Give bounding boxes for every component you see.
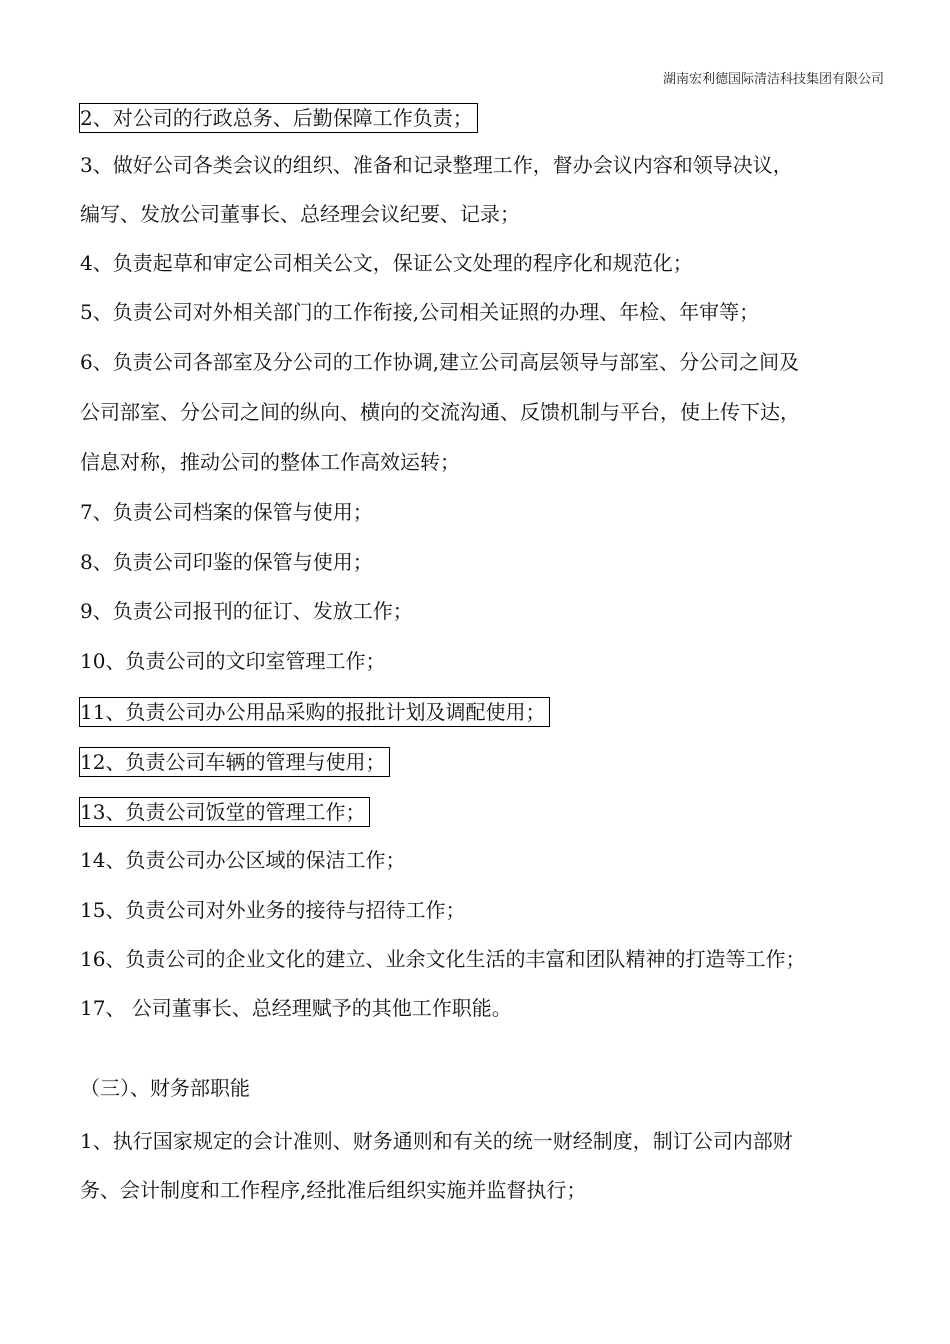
duty-line-2: 2、对公司的行政总务、后勤保障工作负责； [79,103,478,133]
company-header: 湖南宏利德国际清洁科技集团有限公司 [662,72,884,87]
duty-line-6-cont-1: 公司部室、分公司之间的纵向、横向的交流沟通、反馈机制与平台，使上传下达， [80,400,800,424]
duty-line-8: 8、负责公司印鉴的保管与使用； [80,550,373,574]
duty-line-6: 6、负责公司各部室及分公司的工作协调,建立公司高层领导与部室、分公司之间及 [80,350,800,374]
duty-line-3-cont: 编写、发放公司董事长、总经理会议纪要、记录； [80,202,520,226]
duty-line-6-cont-2: 信息对称，推动公司的整体工作高效运转； [80,450,460,474]
duty-line-5: 5、负责公司对外相关部门的工作衔接,公司相关证照的办理、年检、年审等； [80,300,760,324]
duty-line-7: 7、负责公司档案的保管与使用； [80,500,373,524]
duty-line-9: 9、负责公司报刊的征订、发放工作； [80,599,413,623]
duty-line-15: 15、负责公司对外业务的接待与招待工作； [80,898,466,922]
duty-line-12: 12、负责公司车辆的管理与使用； [79,747,390,777]
finance-line-1-cont: 务、会计制度和工作程序,经批准后组织实施并监督执行； [80,1178,587,1202]
section-heading-finance: （三）、财务部职能 [80,1076,250,1100]
duty-line-4: 4、负责起草和审定公司相关公文，保证公文处理的程序化和规范化； [80,251,693,275]
duty-line-14: 14、负责公司办公区域的保洁工作； [80,848,406,872]
duty-line-17: 17、 公司董事长、总经理赋予的其他工作职能。 [80,996,512,1020]
duty-line-3: 3、做好公司各类会议的组织、准备和记录整理工作，督办会议内容和领导决议， [80,153,793,177]
duty-line-11: 11、负责公司办公用品采购的报批计划及调配使用； [79,697,550,727]
duty-line-16: 16、负责公司的企业文化的建立、业余文化生活的丰富和团队精神的打造等工作； [80,947,806,971]
duty-line-10: 10、负责公司的文印室管理工作； [80,649,386,673]
duty-line-13: 13、负责公司饭堂的管理工作； [79,797,370,827]
finance-line-1: 1、执行国家规定的会计准则、财务通则和有关的统一财经制度，制订公司内部财 [80,1129,793,1153]
